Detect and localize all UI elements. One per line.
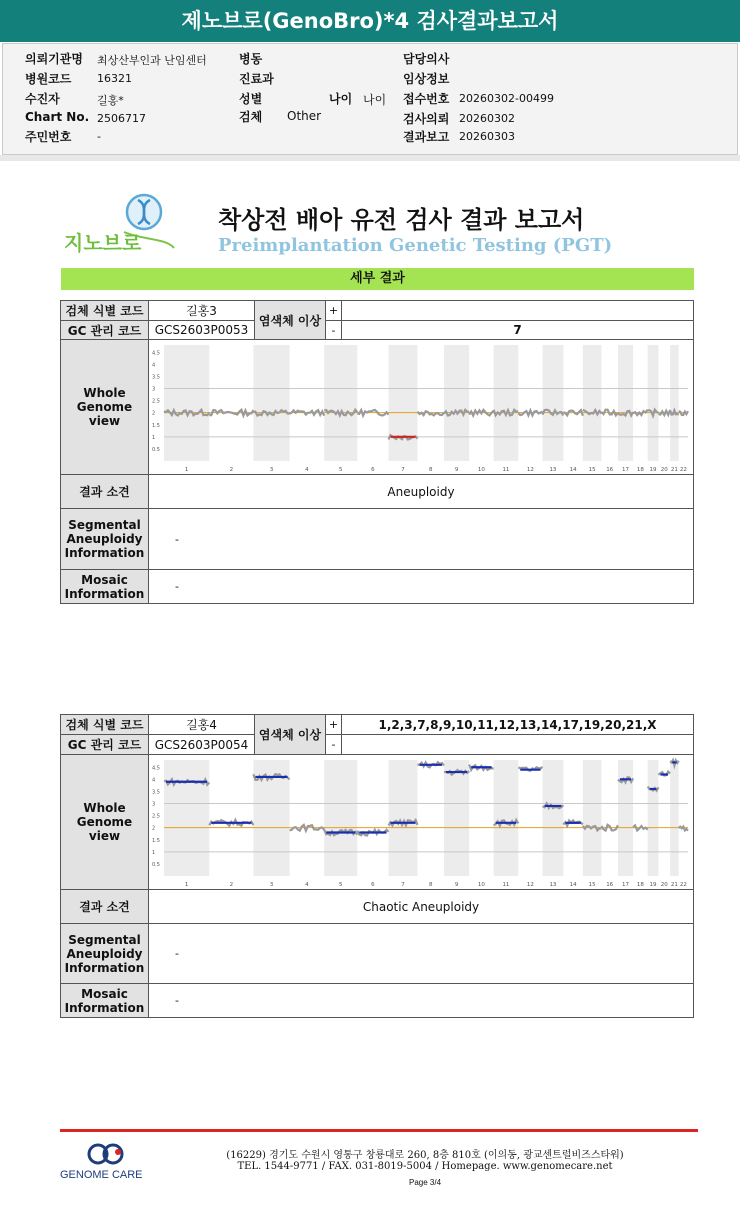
mosaic-value: -	[148, 983, 694, 1018]
x-tick-label: 7	[401, 882, 405, 888]
chromosome-band	[444, 345, 469, 461]
loss-chromosomes: 7	[341, 320, 694, 340]
header-divider	[0, 155, 740, 161]
y-tick-label: 1.5	[152, 422, 160, 429]
segmental-value: -	[148, 923, 694, 984]
y-tick-label: 3.5	[152, 374, 160, 381]
x-tick-label: 16	[606, 882, 614, 888]
genome-care-logo	[60, 1142, 152, 1184]
x-tick-label: 13	[549, 882, 557, 888]
x-tick-label: 19	[649, 467, 657, 473]
patient-info-box	[2, 43, 738, 155]
x-tick-label: 17	[621, 467, 629, 473]
chromosome-band	[324, 760, 357, 876]
x-tick-label: 6	[371, 467, 375, 473]
patient-label: 수진자	[25, 92, 60, 106]
x-tick-label: 16	[606, 467, 614, 473]
chromosome-band	[648, 345, 659, 461]
y-tick-label: 4	[152, 362, 156, 369]
loss-chromosomes	[341, 734, 694, 755]
hospital-code-value: 16321	[97, 72, 132, 85]
x-tick-label: 7	[401, 467, 405, 473]
gc-code-label: GC 관리 코드	[60, 734, 149, 755]
chromosome-band	[494, 345, 519, 461]
x-tick-label: 9	[454, 467, 459, 473]
copy-number-trace-chr2	[209, 410, 253, 416]
chromosome-band	[444, 760, 469, 876]
gc-code-label: GC 관리 코드	[60, 320, 149, 340]
footer-contact: TEL. 1544-9771 / FAX. 031-8019-5004 / Homepage. www.genomecare.net	[237, 1161, 613, 1172]
genome-care-icon	[60, 1142, 152, 1184]
y-tick-label: 2	[152, 825, 156, 832]
x-tick-label: 15	[588, 882, 596, 888]
copy-number-trace-chr4	[290, 410, 325, 416]
x-tick-label: 9	[454, 882, 459, 888]
copy-number-chart	[150, 756, 692, 888]
x-tick-label: 20	[660, 467, 668, 473]
y-tick-label: 4	[152, 777, 156, 784]
age-label: 나이	[329, 92, 353, 106]
copy-number-trace-chr4	[290, 825, 325, 831]
gc-code-value: GCS2603P0054	[148, 734, 255, 755]
y-tick-label: 2.5	[152, 813, 160, 820]
chromosome-band	[164, 760, 209, 876]
y-tick-label: 4.5	[152, 350, 160, 357]
doctor-label: 담당의사	[403, 52, 450, 66]
y-tick-label: 3.5	[152, 789, 160, 796]
whole-genome-label: Whole Genome view	[60, 339, 149, 475]
loss-sign: -	[325, 734, 342, 755]
report-title: 착상전 배아 유전 검사 결과 보고서	[218, 206, 585, 234]
x-tick-label: 14	[569, 882, 577, 888]
x-tick-label: 1	[184, 882, 189, 888]
x-tick-label: 18	[636, 467, 644, 473]
x-tick-label: 19	[649, 882, 657, 888]
y-tick-label: 1.5	[152, 837, 160, 844]
chromosome-band	[324, 345, 357, 461]
gain-sign: +	[325, 714, 342, 735]
chromosome-band	[494, 760, 519, 876]
genobro-logo	[62, 192, 180, 258]
ward-label: 병동	[239, 52, 263, 66]
x-tick-label: 6	[371, 882, 375, 888]
copy-number-plot-2	[150, 756, 692, 888]
copy-number-trace-chr18	[633, 410, 648, 415]
age-value: 나이	[363, 93, 387, 107]
mosaic-value: -	[148, 569, 694, 604]
x-tick-label: 4	[305, 882, 309, 888]
footer-divider	[60, 1129, 698, 1132]
gain-chromosomes: 1,2,3,7,8,9,10,11,12,13,14,17,19,20,21,X	[341, 714, 694, 735]
y-tick-label: 2	[152, 410, 156, 417]
company-name: GENOME CARE	[60, 1169, 143, 1181]
dna-logo-icon	[62, 192, 180, 258]
report-subtitle: Preimplantation Genetic Testing (PGT)	[218, 235, 613, 256]
department-label: 진료과	[239, 72, 274, 86]
report-date-value: 20260303	[459, 130, 515, 143]
x-tick-label: 4	[305, 467, 309, 473]
chromosome-abnormal-label: 염색체 이상	[254, 714, 326, 755]
segmental-label: Segmental Aneuploidy Information	[60, 923, 149, 984]
result-value: Aneuploidy	[148, 474, 694, 509]
report-header-title: 제노브로(GenoBro)*4 검사결과보고서	[0, 0, 740, 42]
chromosome-band	[164, 345, 209, 461]
chromosome-band	[670, 345, 679, 461]
accession-label: 접수번호	[403, 92, 450, 106]
x-tick-label: 3	[269, 467, 274, 473]
chromosome-abnormal-label: 염색체 이상	[254, 300, 326, 340]
institution-value: 최상산부인과 난임센터	[97, 54, 207, 67]
specimen-id-value: 길홍4	[148, 714, 255, 735]
chromosome-band	[583, 345, 602, 461]
x-tick-label: 13	[549, 467, 557, 473]
chromosome-band	[670, 760, 679, 876]
copy-number-trace-chr22	[679, 411, 688, 415]
clinical-info-label: 임상정보	[403, 72, 450, 86]
x-tick-label: 18	[636, 882, 644, 888]
footer-address: (16229) 경기도 수원시 영통구 창룡대로 260, 8층 810호 (이의동, 광교센트럴비즈스타워)	[226, 1150, 624, 1161]
whole-genome-label: Whole Genome view	[60, 754, 149, 890]
y-tick-label: 1	[152, 849, 156, 856]
chromosome-band	[543, 760, 564, 876]
request-date-label: 검사의뢰	[403, 112, 450, 126]
x-tick-label: 22	[679, 882, 687, 888]
chromosome-band	[618, 760, 633, 876]
x-tick-label: 3	[269, 882, 274, 888]
report-date-label: 결과보고	[403, 130, 450, 144]
y-tick-label: 4.5	[152, 765, 160, 772]
x-tick-label: 2	[229, 467, 234, 473]
sex-label: 성별	[239, 92, 263, 106]
chromosome-band	[543, 345, 564, 461]
gain-sign: +	[325, 300, 342, 321]
gain-chromosomes	[341, 300, 694, 321]
x-tick-label: 21	[670, 882, 678, 888]
specimen-id-value: 길홍3	[148, 300, 255, 321]
resident-no-label: 주민번호	[25, 130, 72, 144]
x-tick-label: 2	[229, 882, 234, 888]
x-tick-label: 5	[339, 467, 343, 473]
mosaic-label: Mosaic Information	[60, 569, 149, 604]
copy-number-trace-chr8	[418, 411, 445, 415]
y-tick-label: 2.5	[152, 398, 160, 405]
gc-code-value: GCS2603P0053	[148, 320, 255, 340]
y-tick-label: 3	[152, 386, 156, 393]
mosaic-label: Mosaic Information	[60, 983, 149, 1018]
x-tick-label: 20	[660, 882, 668, 888]
specimen-label: 검체	[239, 110, 263, 124]
y-tick-label: 0.5	[152, 861, 160, 868]
chromosome-band	[618, 345, 633, 461]
x-tick-label: 12	[526, 882, 534, 888]
x-tick-label: 8	[428, 882, 433, 888]
copy-number-trace-chr16	[602, 410, 618, 416]
result-label: 결과 소견	[60, 889, 149, 924]
specimen-value: Other	[287, 109, 322, 123]
chromosome-band	[648, 760, 659, 876]
hospital-code-label: 병원코드	[25, 72, 72, 86]
chromosome-band	[583, 760, 602, 876]
logo-text: 지노브로	[64, 231, 142, 255]
y-tick-label: 1	[152, 434, 156, 441]
y-tick-label: 3	[152, 801, 156, 808]
segmental-value: -	[148, 508, 694, 570]
copy-number-trace-chr18	[633, 825, 648, 830]
chart-no-label: Chart No.	[25, 110, 90, 124]
institution-label: 의뢰기관명	[25, 52, 83, 66]
y-tick-label: 0.5	[152, 446, 160, 453]
chromosome-band	[253, 345, 289, 461]
x-tick-label: 21	[670, 467, 678, 473]
x-tick-label: 17	[621, 882, 629, 888]
chromosome-band	[388, 760, 417, 876]
x-tick-label: 12	[526, 467, 534, 473]
chromosome-band	[388, 345, 417, 461]
loss-sign: -	[325, 320, 342, 340]
x-tick-label: 11	[502, 882, 510, 888]
chart-no-value: 2506717	[97, 112, 146, 125]
copy-number-plot-1	[150, 341, 692, 473]
x-tick-label: 22	[679, 467, 687, 473]
result-value: Chaotic Aneuploidy	[148, 889, 694, 924]
resident-no-value: -	[97, 130, 101, 143]
section-title-detailed-results: 세부 결과	[61, 268, 694, 290]
copy-number-chart	[150, 341, 692, 473]
specimen-id-label: 검체 식별 코드	[60, 714, 149, 735]
request-date-value: 20260302	[459, 112, 515, 125]
x-tick-label: 1	[184, 467, 189, 473]
x-tick-label: 14	[569, 467, 577, 473]
page-number: Page 3/4	[408, 1178, 442, 1187]
patient-value: 길홍*	[97, 94, 124, 107]
x-tick-label: 15	[588, 467, 596, 473]
accession-value: 20260302-00499	[459, 92, 554, 105]
x-tick-label: 8	[428, 467, 433, 473]
specimen-id-label: 검체 식별 코드	[60, 300, 149, 321]
x-tick-label: 10	[477, 882, 485, 888]
x-tick-label: 10	[477, 467, 485, 473]
segmental-label: Segmental Aneuploidy Information	[60, 508, 149, 570]
result-label: 결과 소견	[60, 474, 149, 509]
x-tick-label: 5	[339, 882, 343, 888]
x-tick-label: 11	[502, 467, 510, 473]
